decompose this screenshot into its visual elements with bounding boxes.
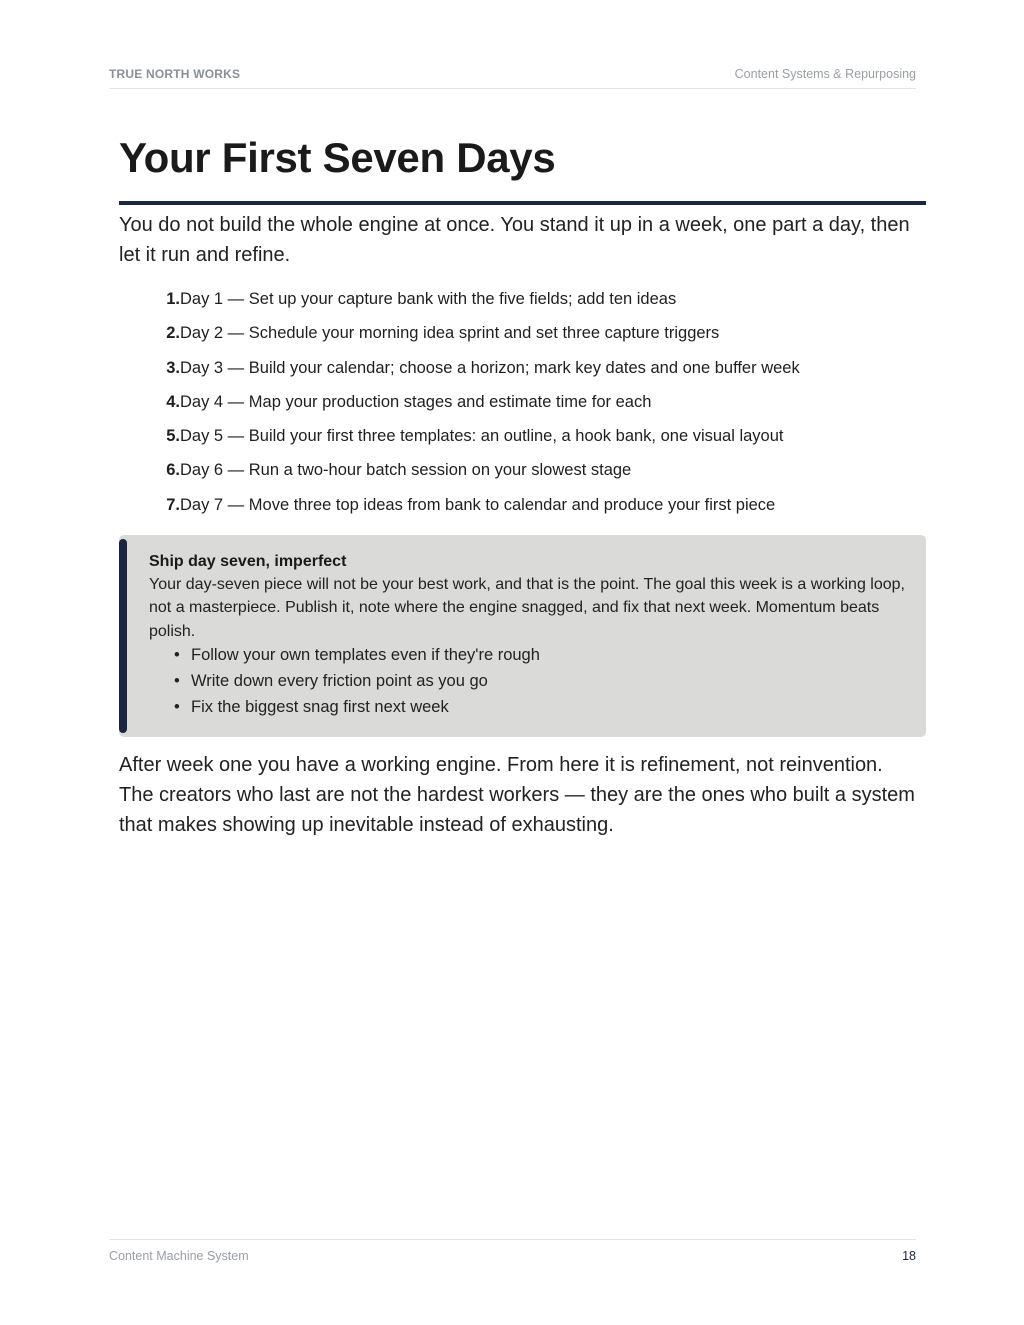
callout-title: Ship day seven, imperfect — [149, 553, 347, 570]
title-underline-divider — [119, 201, 926, 205]
step-number: 7. — [166, 495, 180, 514]
list-item — [150, 389, 800, 423]
step-text: Day 1 — Set up your capture bank with the five fields; add ten ideas — [180, 290, 677, 308]
tip-callout-box — [119, 535, 926, 737]
step-text: Day 3 — Build your calendar; choose a horizon; mark key dates and one buffer week — [180, 358, 800, 377]
page-number: 18 — [902, 1249, 916, 1263]
list-item — [150, 423, 800, 457]
step-text: Day 6 — Run a two-hour batch session on your slowest stage — [180, 461, 632, 480]
step-text: Day 4 — Map your production stages and estimate time for each — [180, 392, 652, 411]
list-item — [150, 492, 800, 526]
seven-day-steps-list — [150, 286, 800, 526]
bullet-icon: • — [174, 672, 180, 690]
step-text: Day 2 — Schedule your morning idea sprint and set three capture triggers — [180, 324, 720, 343]
section-name: Content Systems & Repurposing — [734, 67, 916, 81]
step-number: 1. — [166, 290, 180, 308]
list-item — [150, 286, 800, 320]
bullet-text: Fix the biggest snag first next week — [191, 698, 449, 716]
step-text: Day 5 — Build your first three templates: an outline, a hook bank, one visual layout — [180, 427, 784, 446]
bullet-text: Write down every friction point as you go — [191, 672, 488, 690]
callout-body: Your day-seven piece will not be your best work, and that is the point. The goal this week is a working loop, not a masterpiece. Publish it, note where the engine snagged, and fix that next week. Momentum beats polish. — [149, 576, 905, 640]
list-item — [150, 355, 800, 389]
callout-bullet-list — [174, 642, 540, 720]
running-footer — [109, 1239, 916, 1263]
callout-accent-bar — [119, 539, 127, 733]
bullet-text: Follow your own templates even if they're rough — [191, 646, 540, 664]
bullet-icon: • — [174, 646, 180, 664]
list-item — [150, 320, 800, 354]
intro-paragraph: You do not build the whole engine at once. You stand it up in a week, one part a day, then let it run and refine. — [119, 214, 910, 266]
list-item — [150, 457, 800, 491]
step-number: 3. — [166, 358, 180, 377]
list-item — [174, 694, 540, 720]
step-number: 6. — [166, 461, 180, 480]
brand-name: TRUE NORTH WORKS — [109, 67, 241, 81]
step-number: 4. — [166, 392, 180, 411]
step-text: Day 7 — Move three top ideas from bank to calendar and produce your first piece — [180, 495, 776, 514]
step-number: 5. — [166, 427, 180, 446]
page-title: Your First Seven Days — [119, 134, 556, 181]
list-item — [174, 642, 540, 668]
step-number: 2. — [166, 324, 180, 343]
bullet-icon: • — [174, 698, 180, 716]
closing-paragraph: After week one you have a working engine. From here it is refinement, not reinvention. The creators who last are not the hardest workers — they are the ones who built a system that makes showing up inevitable instead of exhausting. — [119, 754, 915, 836]
footer-title: Content Machine System — [109, 1249, 249, 1263]
list-item — [174, 668, 540, 694]
running-header — [109, 64, 916, 89]
